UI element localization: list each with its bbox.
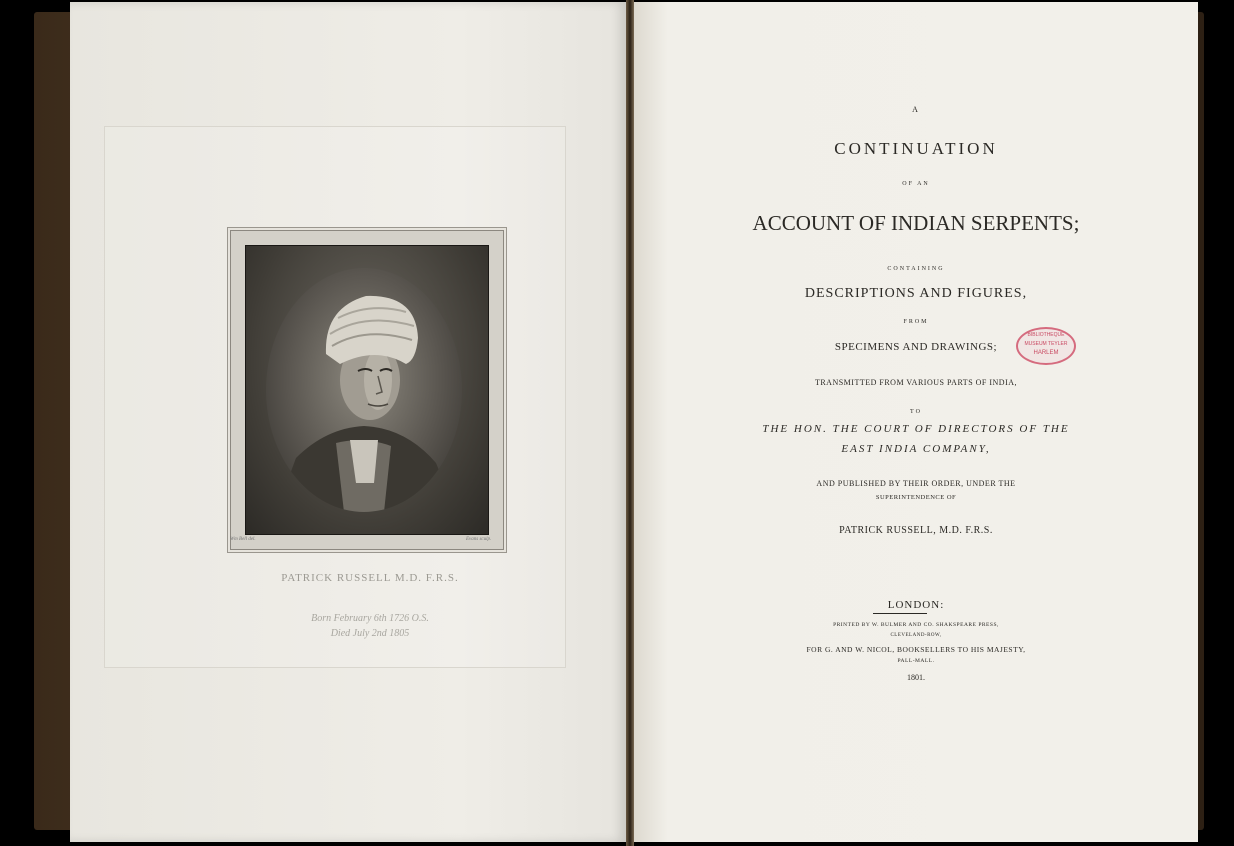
imprint-year: 1801. <box>907 673 925 682</box>
library-stamp <box>1016 327 1076 365</box>
title-descriptions: DESCRIPTIONS AND FIGURES, <box>804 286 1028 301</box>
title-court-line2: EAST INDIA COMPANY, <box>841 443 991 455</box>
stamp-line2: MUSEUM TEYLER <box>1024 341 1068 347</box>
title-continuation: CONTINUATION <box>834 139 998 158</box>
stamp-line1: BIBLIOTHEQUE <box>1027 332 1065 338</box>
book-gutter <box>626 0 634 846</box>
sitter-died: Died July 2nd 1805 <box>330 628 410 639</box>
sitter-born: Born February 6th 1726 O.S. <box>311 613 429 624</box>
imprint-publisher-line2: PALL-MALL. <box>897 658 935 664</box>
sitter-name: PATRICK RUSSELL M.D. F.R.S. <box>281 572 459 584</box>
title-from: FROM <box>903 319 929 325</box>
imprint-printer-line2: CLEVELAND-ROW, <box>890 633 942 638</box>
right-page <box>634 2 1198 842</box>
title-to: TO <box>910 409 922 415</box>
imprint-rule <box>873 613 927 614</box>
title-published-line1: AND PUBLISHED BY THEIR ORDER, UNDER THE <box>816 479 1016 488</box>
title-containing: CONTAINING <box>887 266 945 272</box>
title-court-line1: THE HON. THE COURT OF DIRECTORS OF THE <box>762 423 1070 435</box>
plate-credit-left: Wm Bell del. <box>230 537 256 542</box>
main-title: ACCOUNT OF INDIAN SERPENTS; <box>752 211 1080 235</box>
portrait-engraving <box>230 230 504 550</box>
stamp-line3: HARLEM <box>1033 350 1059 356</box>
portrait-background <box>245 245 489 535</box>
imprint-city: LONDON: <box>887 599 945 611</box>
title-specimens: SPECIMENS AND DRAWINGS; <box>834 341 998 353</box>
title-author: PATRICK RUSSELL, M.D. F.R.S. <box>839 525 993 536</box>
portrait-figure <box>266 268 462 512</box>
imprint-printer-line1: PRINTED BY W. BULMER AND CO. SHAKSPEARE PRESS, <box>833 622 999 628</box>
plate-credit-right: Evans sculp. <box>466 537 492 542</box>
imprint-publisher-line1: FOR G. AND W. NICOL, BOOKSELLERS TO HIS MAJESTY, <box>806 645 1026 654</box>
title-published-line2: SUPERINTENDENCE OF <box>875 494 957 501</box>
title-transmitted: TRANSMITTED FROM VARIOUS PARTS OF INDIA, <box>814 378 1018 387</box>
portrait-oval <box>266 268 462 512</box>
title-article: A <box>912 105 920 114</box>
title-of-an: OF AN <box>902 181 930 187</box>
